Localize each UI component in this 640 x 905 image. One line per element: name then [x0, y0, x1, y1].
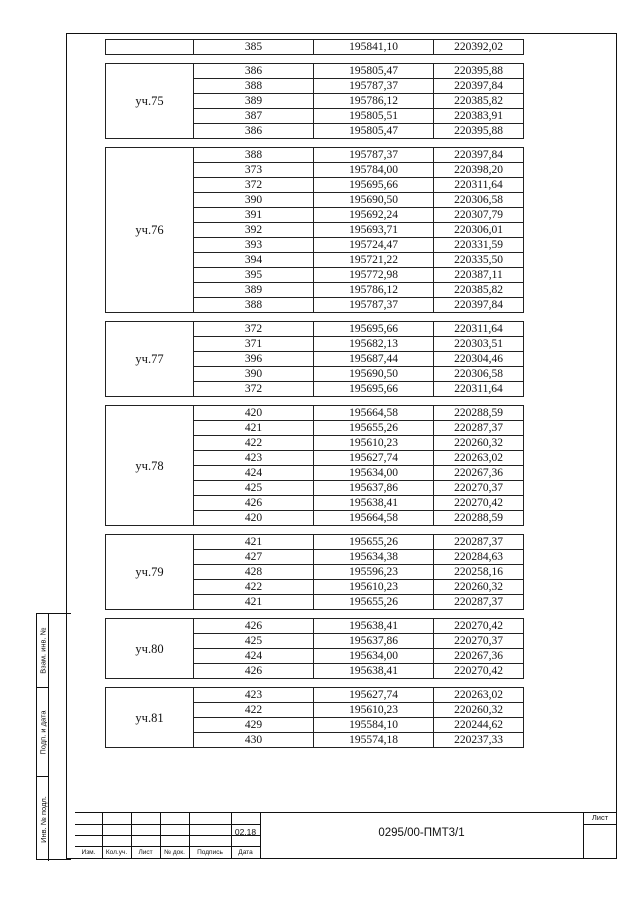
x-coordinate-cell: 195610,23 [314, 436, 434, 451]
y-coordinate-cell: 220397,84 [434, 298, 524, 313]
x-coordinate-cell: 195655,26 [314, 535, 434, 550]
point-number-cell: 388 [194, 298, 314, 313]
y-coordinate-cell: 220258,16 [434, 565, 524, 580]
section-gap-row [106, 55, 524, 64]
y-coordinate-cell: 220237,33 [434, 733, 524, 748]
section-label: уч.78 [106, 406, 194, 526]
x-coordinate-cell: 195682,13 [314, 337, 434, 352]
header-podpis: Подпись [197, 849, 223, 856]
point-number-cell: 395 [194, 268, 314, 283]
point-number-cell: 425 [194, 634, 314, 649]
x-coordinate-cell: 195627,74 [314, 451, 434, 466]
point-number-cell: 424 [194, 649, 314, 664]
x-coordinate-cell: 195655,26 [314, 421, 434, 436]
y-coordinate-cell: 220306,58 [434, 367, 524, 382]
section-label: уч.81 [106, 688, 194, 748]
x-coordinate-cell: 195690,50 [314, 367, 434, 382]
y-coordinate-cell: 220287,37 [434, 595, 524, 610]
y-coordinate-cell: 220395,88 [434, 124, 524, 139]
y-coordinate-cell: 220387,11 [434, 268, 524, 283]
x-coordinate-cell: 195638,41 [314, 496, 434, 511]
x-coordinate-cell: 195574,18 [314, 733, 434, 748]
y-coordinate-cell: 220270,42 [434, 619, 524, 634]
section-label: уч.80 [106, 619, 194, 679]
y-coordinate-cell: 220383,91 [434, 109, 524, 124]
y-coordinate-cell: 220263,02 [434, 688, 524, 703]
point-number-cell: 385 [194, 40, 314, 55]
point-number-cell: 389 [194, 94, 314, 109]
y-coordinate-cell: 220398,20 [434, 163, 524, 178]
x-coordinate-cell: 195637,86 [314, 634, 434, 649]
point-number-cell: 420 [194, 406, 314, 421]
x-coordinate-cell: 195664,58 [314, 406, 434, 421]
x-coordinate-cell: 195787,37 [314, 79, 434, 94]
section-label: уч.75 [106, 64, 194, 139]
y-coordinate-cell: 220311,64 [434, 382, 524, 397]
header-data: Дата [238, 849, 253, 856]
section-gap-cell [106, 313, 524, 322]
y-coordinate-cell: 220244,62 [434, 718, 524, 733]
y-coordinate-cell: 220311,64 [434, 322, 524, 337]
y-coordinate-cell: 220385,82 [434, 94, 524, 109]
date-value: 02.18 [234, 827, 257, 837]
x-coordinate-cell: 195638,41 [314, 619, 434, 634]
y-coordinate-cell: 220260,32 [434, 703, 524, 718]
section-gap-row [106, 397, 524, 406]
point-number-cell: 429 [194, 718, 314, 733]
y-coordinate-cell: 220385,82 [434, 283, 524, 298]
x-coordinate-cell: 195687,44 [314, 352, 434, 367]
y-coordinate-cell: 220331,59 [434, 238, 524, 253]
y-coordinate-cell: 220270,37 [434, 481, 524, 496]
section-gap-row [106, 139, 524, 148]
point-number-cell: 422 [194, 580, 314, 595]
point-number-cell: 392 [194, 223, 314, 238]
point-number-cell: 426 [194, 619, 314, 634]
point-number-cell: 388 [194, 79, 314, 94]
point-number-cell: 427 [194, 550, 314, 565]
section-gap-cell [106, 610, 524, 619]
side-stamp-label: Подп. и дата [38, 709, 48, 755]
point-number-cell: 372 [194, 382, 314, 397]
section-gap-cell [106, 679, 524, 688]
x-coordinate-cell: 195695,66 [314, 178, 434, 193]
x-coordinate-cell: 195637,86 [314, 481, 434, 496]
table-row [106, 406, 524, 421]
point-number-cell: 386 [194, 64, 314, 79]
x-coordinate-cell: 195627,74 [314, 688, 434, 703]
y-coordinate-cell: 220288,59 [434, 406, 524, 421]
x-coordinate-cell: 195690,50 [314, 193, 434, 208]
side-stamp-cell [37, 688, 49, 777]
side-stamp-cell [37, 777, 49, 861]
section-label: уч.79 [106, 535, 194, 610]
section-gap-row [106, 679, 524, 688]
y-coordinate-cell: 220263,02 [434, 451, 524, 466]
y-coordinate-cell: 220304,46 [434, 352, 524, 367]
x-coordinate-cell: 195724,47 [314, 238, 434, 253]
point-number-cell: 421 [194, 595, 314, 610]
section-gap-row [106, 526, 524, 535]
y-coordinate-cell: 220335,50 [434, 253, 524, 268]
point-number-cell: 426 [194, 664, 314, 679]
point-number-cell: 423 [194, 688, 314, 703]
header-kol-uch: Кол.уч. [105, 849, 128, 856]
y-coordinate-cell: 220392,02 [434, 40, 524, 55]
point-number-cell: 423 [194, 451, 314, 466]
table-row [106, 535, 524, 550]
y-coordinate-cell: 220306,58 [434, 193, 524, 208]
point-number-cell: 372 [194, 322, 314, 337]
section-gap-cell [106, 397, 524, 406]
point-number-cell: 389 [194, 283, 314, 298]
point-number-cell: 372 [194, 178, 314, 193]
side-stamp-cell [37, 614, 49, 688]
side-stamp-label: Взам. инв. № [38, 627, 48, 674]
document-code: 0295/00-ПМТ3/1 [378, 827, 465, 839]
point-number-cell: 386 [194, 124, 314, 139]
table-row [106, 688, 524, 703]
point-number-cell: 388 [194, 148, 314, 163]
section-gap-row [106, 610, 524, 619]
point-number-cell: 387 [194, 109, 314, 124]
sheet-label: Лист [591, 813, 609, 822]
x-coordinate-cell: 195634,00 [314, 649, 434, 664]
table-row [106, 619, 524, 634]
x-coordinate-cell: 195634,00 [314, 466, 434, 481]
point-number-cell: 422 [194, 703, 314, 718]
header-izm: Изм. [81, 849, 96, 856]
x-coordinate-cell: 195692,24 [314, 208, 434, 223]
point-number-cell: 393 [194, 238, 314, 253]
section-label: уч.76 [106, 148, 194, 313]
y-coordinate-cell: 220287,37 [434, 421, 524, 436]
point-number-cell: 422 [194, 436, 314, 451]
point-number-cell: 390 [194, 367, 314, 382]
x-coordinate-cell: 195584,10 [314, 718, 434, 733]
point-number-cell: 394 [194, 253, 314, 268]
x-coordinate-cell: 195784,00 [314, 163, 434, 178]
x-coordinate-cell: 195693,71 [314, 223, 434, 238]
table-row [106, 148, 524, 163]
x-coordinate-cell: 195695,66 [314, 382, 434, 397]
x-coordinate-cell: 195805,51 [314, 109, 434, 124]
empty-cell [106, 40, 194, 55]
x-coordinate-cell: 195655,26 [314, 595, 434, 610]
x-coordinate-cell: 195610,23 [314, 580, 434, 595]
y-coordinate-cell: 220260,32 [434, 580, 524, 595]
x-coordinate-cell: 195664,58 [314, 511, 434, 526]
section-gap-cell [106, 55, 524, 64]
y-coordinate-cell: 220284,63 [434, 550, 524, 565]
point-number-cell: 420 [194, 511, 314, 526]
section-gap-cell [106, 526, 524, 535]
x-coordinate-cell: 195841,10 [314, 40, 434, 55]
point-number-cell: 421 [194, 535, 314, 550]
y-coordinate-cell: 220397,84 [434, 79, 524, 94]
point-number-cell: 390 [194, 193, 314, 208]
y-coordinate-cell: 220307,79 [434, 208, 524, 223]
y-coordinate-cell: 220270,37 [434, 634, 524, 649]
point-number-cell: 430 [194, 733, 314, 748]
y-coordinate-cell: 220395,88 [434, 64, 524, 79]
y-coordinate-cell: 220303,51 [434, 337, 524, 352]
x-coordinate-cell: 195610,23 [314, 703, 434, 718]
x-coordinate-cell: 195596,23 [314, 565, 434, 580]
x-coordinate-cell: 195721,22 [314, 253, 434, 268]
table-row [106, 64, 524, 79]
y-coordinate-cell: 220267,36 [434, 649, 524, 664]
x-coordinate-cell: 195805,47 [314, 124, 434, 139]
point-number-cell: 425 [194, 481, 314, 496]
y-coordinate-cell: 220287,37 [434, 535, 524, 550]
coordinates-table [105, 39, 524, 748]
x-coordinate-cell: 195772,98 [314, 268, 434, 283]
x-coordinate-cell: 195787,37 [314, 148, 434, 163]
header-n-dok: № док. [164, 849, 185, 856]
section-label: уч.77 [106, 322, 194, 397]
side-stamp [36, 613, 71, 860]
x-coordinate-cell: 195786,12 [314, 283, 434, 298]
y-coordinate-cell: 220267,36 [434, 466, 524, 481]
x-coordinate-cell: 195787,37 [314, 298, 434, 313]
header-list: Лист [138, 849, 153, 856]
section-gap-row [106, 313, 524, 322]
y-coordinate-cell: 220397,84 [434, 148, 524, 163]
y-coordinate-cell: 220260,32 [434, 436, 524, 451]
side-stamp-label: Инв. № подл. [38, 795, 48, 843]
point-number-cell: 428 [194, 565, 314, 580]
x-coordinate-cell: 195634,38 [314, 550, 434, 565]
x-coordinate-cell: 195805,47 [314, 64, 434, 79]
point-number-cell: 426 [194, 496, 314, 511]
point-number-cell: 371 [194, 337, 314, 352]
table-row [106, 322, 524, 337]
x-coordinate-cell: 195695,66 [314, 322, 434, 337]
point-number-cell: 391 [194, 208, 314, 223]
point-number-cell: 373 [194, 163, 314, 178]
y-coordinate-cell: 220306,01 [434, 223, 524, 238]
x-coordinate-cell: 195786,12 [314, 94, 434, 109]
y-coordinate-cell: 220311,64 [434, 178, 524, 193]
point-number-cell: 424 [194, 466, 314, 481]
point-number-cell: 421 [194, 421, 314, 436]
y-coordinate-cell: 220270,42 [434, 496, 524, 511]
x-coordinate-cell: 195638,41 [314, 664, 434, 679]
table-row [106, 40, 524, 55]
y-coordinate-cell: 220270,42 [434, 664, 524, 679]
point-number-cell: 396 [194, 352, 314, 367]
section-gap-cell [106, 139, 524, 148]
y-coordinate-cell: 220288,59 [434, 511, 524, 526]
